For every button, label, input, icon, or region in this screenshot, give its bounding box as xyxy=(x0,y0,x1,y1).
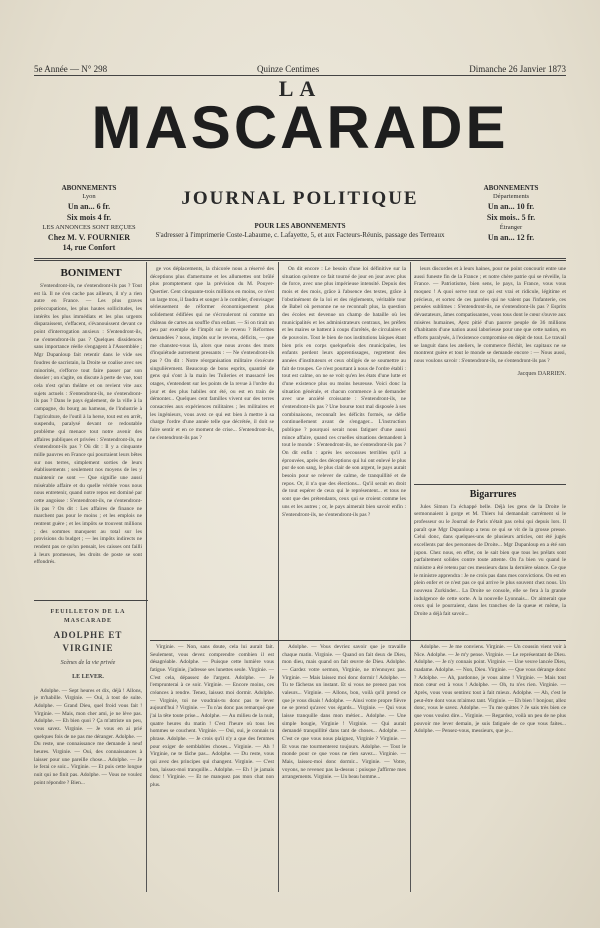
left-box-row2: Six mois 4 fr. xyxy=(66,213,112,222)
right-box-heading: ABONNEMENTS xyxy=(483,184,539,192)
bigarrures-section xyxy=(414,488,566,636)
issue-date: Dimanche 26 Janvier 1873 xyxy=(469,64,566,74)
feuilleton-banner: FEUILLETON DE LA MASCARADE xyxy=(50,609,126,624)
feuilleton-text-1: Adolphe. — Sept heures et dix, déjà ! Allons, je m'habille. Virginie. — Oui, à tout de suite. Adolphe. — Grand Dieu, quel froid vous fait ! Virginie. — Mais, mon cher ami, je ne lève pas. Adolphe. — Eh bien quoi ? Ça m'attriste un peu, vous savez. Virginie. — Je vous en ai prié quelques fois de ne pas me déranger. Adolphe. — Du reste, une connaissance me demande à neuf heures. Virginie. — Oui, des connaissances à laisser pour une pareille chose... Adolphe. — Je le ferai ce soir... Virginie. — Et puis cette longue nuit qui ne finit pas. Adolphe. — Vous ne voulez point répondre ? Bien... xyxy=(34,687,142,786)
issue-number: 5e Année — N° 298 xyxy=(34,64,108,74)
article-boniment xyxy=(34,266,142,592)
left-box-place: Lyon xyxy=(82,193,96,201)
left-box-line5: 14, rue Confort xyxy=(62,243,116,253)
bigarrures-rule xyxy=(414,484,566,485)
masthead-article: LA xyxy=(278,76,322,101)
feuilleton-rule-col1 xyxy=(34,600,148,601)
article-second-text: On dit encore : Le besoin d'une loi définitive sur la situation qu'entre ce fait tourné de jour en jour avec plus de force, avec une plus impérieuse intensité. Depuis des mois et des mois, grâce à l'absence des textes, grâce à l'obstinément de la loi et des règlements, véritable tour de Babel où personne ne se reconnaît plus, la question des écoles est devenue un champ de bataille où les municipalités et les administrateurs centraux, les préfets et les maires se battent à coups d'arrêtés, de circulaires et de pouvoirs. Tout le bien de nos institutions laïques étant bien pris en corps quelquefois des municipales, les enfants perdent leurs apprentissages, regrettent des années d'instituteurs et ceux obligés de se soumettre au fait de troupes. Ce n'est pourtant à nous de l'ordre établi : tout est calme, on ne se voit qu'en les états d'une lutte et d'une existence plus ou moins heureuse. Voici donc la situation générale, et chacun commence à se demander avec une anxiété croissante : S'entendront-ils, ne s'entendront-ils pas ? Une bourse tout mal disposée à ses combinaisons, reconnaît les déficits formés, se défie continuellement avant de s'engager... L'instruction publique ? pourquoi serait nous fatiguer d'une aussi mince affaire, quand ces cruelles situations demandent à tout le monde : S'entendront-ils, ne s'entendront-ils pas ? On dit enfin : après les secousses terribles qu'il a éprouvées, après des déceptions qui lui ont enlevé le plus pur de son sang, le plus clair de son argent, le pays aurait besoin pour se relever de calme, de tranquillité et de repos. Or, il n'a que des élections... Qu'il serait en droit de tout espérer de ceux qui le représentent... et tous ne sont que des prétendants, ceux qui se croient comme les uns et les autres ; or, le pays aimerait bien savoir enfin : S'entendront-ils, ne s'entendront-ils pas ? xyxy=(282,266,406,518)
right-box-row2: Six mois.. 5 fr. xyxy=(486,213,536,222)
article-boniment-text: S'entendront-ils, ne s'entendront-ils pas ? Tout est là. Il ne s'en cache pas ailleurs, il n'y a rien autre en France. — Les plus graves préoccupations, les plus hautes sollicitudes, les intérêts les plus immédiats et les plus urgents disparaissent, s'effacent, s'évanouissent devant ce point d'interrogation anxieux : S'entendront-ils, ne s'entendront-ils pas ? Quelques dissidences sans importance réelle s'engagent à l'Assemblée ; Mgr Dupanloup fait retentir dans le vide ses foudres de sacristain, la Droite se coalise avec ses minorités, s'efforce tout faire passer par son dossier ; on s'agite, on discute à perte de vue, tout cela n'est qu'un théâtre et on revient vite aux sujets actuels : S'entendront-ils, ne s'entendront-ils pas ? Dans le pays également, de la ville à la campagne, du bourg au hameau, de l'industrie à l'agriculture, de l'outil à la herse, tout est en arrêt, suspendu, paralysé devant ce redoutable problème qui menace tout notre avenir des affaires publiques et privées : S'entendront-ils, ne s'entendront-ils pas ? Où dit : Il y a cinquante mille pauvres en France qui pourraient leurs bêtes sur nos terres, simplement sorties de leurs établissements ; seulement nos moyens de les y maintenir ne sont — Que signifie une aussi misérable affaire et du quelle véritée vous nous nous entretenir, quand notre repos est dominé par cette angoisse : S'entendront-ils, ne s'entendront-ils pas ? On dit : Les affaires de finance ne marchent pas pour le moins ; et les emplois ne rentrent guère ; et les impôts se trouvent millions ; des sommes manquent au total sur les provisions du budget ; — les impôts indirects ne rendent pas ce qu'on pensait, les caisses ont failli à leurs promesses, les droits de poste se sont effondrés. xyxy=(34,283,142,566)
issue-price: Quinze Centimes xyxy=(257,64,320,74)
feuilleton-column-3 xyxy=(282,644,406,892)
columns-top-rule-2 xyxy=(34,260,566,261)
article-boniment-continued xyxy=(150,266,274,626)
feuilleton-text-4: Adolphe. — Je me conviens. Virginie. — Un coussin vient voir à Nice. Adolphe. — Je m'y pense. Virginie. — Le représentant de Dieu. Adolphe. — Je n'y connais point. Virginie. — Une veuve lancée Dieu, madame. Adolphe. — Non, Dieu. Virginie. — Que vous dérange donc ? Adolphe. — Ah, pardonne, je vous aime ! Virginie. — Mais tout mon cœur est à vous ! Adolphe. — Oh, tu n'es rien. Virginie. — Après, vous vous sentirez tout à fait mieux. Adolphe. — Ah, c'est le peut-être dont vous m'aimez tant. Virginie. — Eh bien ! bonjour, allez donc, vous le savez. Adolphe. — Tu me quittes ? Je sais très bien ce que vous voulez dire... Virginie. — Regardez, voilà un peu de ne plus pouvoir me lever demain, je suis fatiguée de ce que vous faites... Adolphe. — Pensez-vous, messieurs, que je... xyxy=(414,644,566,735)
notice-line1: POUR LES ABONNEMENTS xyxy=(254,222,346,230)
article-boniment-continued-text: ge vos déplacements, la chicorée nous a réservé des déceptions plus d'amertume et les allumettes ont brûlé plus promptement que la prévision du M. Pouyer-Quertier. Cent cinquante-trois millions en moins, ce n'est un large trou, il faudra et songer à le combler, d'envisager sérieusement de réformer économiquement plus solidement édifiées qui ne s'écrouleront ni comme un château de cartes au souffle d'un enfant. — Si on tirait un peu par exemple de l'impôt sur le revenu ? Réformes demandées ? nous, impôts sur le revenu, déficits, — que me chanstez-vous là, alors que nous avons des mots d'inquiétude autrement pressants : — Ne s'entendront-ils pas ? On dit : Notre réorganisation militaire s'exécute singulièrement. Beaucoup de bons esprits, quantité de gens qui s'ont à la main les Tuileries et massacré les otages, s'entendent sur les points de la revue à l'ordre du jour et des plus habiles ont été, ou est en train de démonter... Quelques cent familles vivent sur des terres consacrées aux expériences militaires ; les militaires et les ingénieurs, vous avez ce qui est bien à mettre à sa charge l'ordre d'une année telle que décrétée, il doit se faire sentir et en ce moment de crise... S'entendront-ils, ne s'entendront-ils pas ? xyxy=(150,266,274,441)
left-box-line3: LES ANNONCES SONT REÇUES xyxy=(42,223,136,231)
feuilleton-section: LE LEVER. xyxy=(72,674,104,681)
bigarrures-title: Bigarrures xyxy=(469,489,517,500)
column-divider-3 xyxy=(410,262,411,892)
subscription-box-right xyxy=(456,184,566,243)
left-box-line4: Chez M. V. FOURNIER xyxy=(47,232,131,242)
article-signature: Jacques DARRIEN. xyxy=(517,370,566,377)
feuilleton-text-2: Virginie. — Non, sans doute, cela lui aurait fait. Seulement, vous devez comprendre combien il est désagréable. Adolphe. — Puisque cette lumière vous fatigue. Virginie, j'adresse ses lunettes seule. Virginie. — C'est cela, dépassez de l'argent. Adolphe. — Je l'emprunterai à ce soir. Virginie. — Encore moins, ces créances à rendre. Tenez, laissez moi dormir. Adolphe. — Virginie, toi ne voudrais-tu donc pas te lever aujourd'hui ? Virginie. — Tu n'as donc pas remarqué que j'ai la tête toute prise... Adolphe. — Au milieu de la nuit, quatre heures du matin ! C'est l'heure où tous les hommes se couchent. Virginie. — Oui, oui, je connais ta phrase. Adolphe. — Je crois qu'il n'y a que des femmes pour exiger de semblables choses... Virginie. — Ah ! Virginie, ne te fâche pas... Adolphe. — Du reste, vous qui avez des principes qui changent. Virginie. — C'est bon, laissez-moi tranquille... Adolphe. — Eh ! je jamais donc ! Virginie. — Et ne manquez pas mon chat non plus. xyxy=(150,644,274,789)
feuilleton-rule xyxy=(150,640,566,641)
masthead-title: MASCARADE xyxy=(91,94,509,161)
article-boniment-title: BONIMENT xyxy=(60,267,122,279)
left-box-row1: Un an... 6 fr. xyxy=(67,202,111,212)
feuilleton-subtitle: Scènes de la vie privée xyxy=(60,659,116,666)
left-box-heading: ABONNEMENTS xyxy=(61,184,117,192)
feuilleton-column-2 xyxy=(150,644,274,892)
masthead-subtitle: JOURNAL POLITIQUE xyxy=(181,188,419,209)
subscription-box-left xyxy=(34,184,144,254)
article-third-text: leurs discordes et à leurs haines, pour ne point concourir entre une aussi funeste fin de la France ; et notre chère patrie qui se réveille, la France. — Patriotisme, bien sens, le pays, la France, vous vous moquez ! A quoi serve tout ce qui est vrai et ridicule, légitime et précieux, et sortez de ces paroles qui ne valent pas l'infanterie, ces pensées sublimes : S'entendront-ils, ne s'entendront-ils pas ? Esprits dévastateurs, âmes compatissantes, vous tous dont le cœur s'ouvre aux misères humaines, Ayez pitié d'un pauvre peuple de 36 millions d'habitants d'une nation aussi laborieuse pour une que cette nation, en efforts paralysés, à l'existence compromise en dépit de tout. Le travail se languit dans les ateliers, le commerce fléchit, les capitaux ne se montrent guère et tout le monde se demande encore : — Nous aussi, nous voulons savoir : S'entendront-ils, ne s'entendront-ils pas ? xyxy=(414,266,566,365)
notice-line2: S'adresser à l'imprimerie Coste-Labaume, c. Lafayette, 5, et aux Facteurs-Réunis, passage des Terreaux xyxy=(155,231,445,240)
article-second xyxy=(282,266,406,626)
bigarrures-text: Jules Simon l'a échappé belle. Déjà les gens de la Droite le sermonnaient à gorge et M. Thiers lui demandait carrément si le professeur ou le Journal de Paris n'était pas celui qui depuis lors. Il paraît que Mgr Dupanloup a tenu ce qui se vit de la grosse presse. Celui donc, dans quelques-uns de plusieurs articles, ont été jugés excellents par des personnes de Droite... Mgr Dupanloup en a été son jupon. Chez nous, en effet, on le sait bien que tous les prélats sont parfaitement solides contre toute attente. On l'a bien vu quand le ministre a été retenu par ces messieurs dans la dernière séance. Ce que le ministre apprendra : Je ne crois pas dans mes convictions. On est en plein enfer et ce n'est pas ce qui arrive le plus souvent chez nous. Un nouveau Zurkinder... La Droite se console, elle se fera à la grande indulgence de cette sorte. A la nouvelle Lyonnais... Or aimerait que ceux qui le pourraient, dans les tranches de la queue et même, la Droite a déjà fait savoir... xyxy=(414,503,566,618)
right-box-place: Départements xyxy=(492,193,530,201)
right-box-row1: Un an... 10 fr. xyxy=(487,202,535,212)
columns-top-rule xyxy=(34,258,566,259)
right-box-place2: Étranger xyxy=(499,223,523,231)
right-box-row3: Un an... 12 fr. xyxy=(487,232,535,242)
feuilleton-text-3: Adolphe. — Vous devriez savoir que je travaille chaque matin. Virginie. — Quand on fait deux de Dieu, mon dieu, mais quand on fait œuvre de Dieu. Adolphe. — Gardez votre sermon, Virginie, ne m'ennuyez pas. Virginie. — Mais laissez moi donc dormir ! Adolphe. — Tu te fâcheras un instant. Et si vous ne prenez pas vos valeurs... Virginie. — Allons, bon, voilà qu'il prend ce que je vous disais ! Adolphe. — Ainsi votre propre fièvre ne se prend qu'avec vos égards... Virginie. — Qui vous laisse tranquille dans mon métier... Adolphe. — Une simple bougie, Virginie ! Virginie. — Qui aurait demandé tranquillité dans tant de choses... Adolphe. — C'est ce que vous nous plaignez, Virginie ? Virginie. — Et vous me tourmenterez toujours. Adolphe. — Tout le monde pour ce que vous ne rien savez... Virginie. — Mais, laissez-moi donc dormir... Virginie. — Votre, voyons, ne revenez pas la-dessus : puisque j'affirme mes arrangements. Virginie. — Un beau homme... xyxy=(282,644,406,781)
column-divider-1 xyxy=(146,262,147,892)
article-third xyxy=(414,266,566,478)
feuilleton-column-1 xyxy=(34,604,142,892)
issue-line xyxy=(34,64,566,74)
subscription-notice xyxy=(150,222,450,240)
column-divider-2 xyxy=(278,262,279,892)
feuilleton-title: ADOLPHE ET VIRGINIE xyxy=(53,630,123,653)
feuilleton-column-4 xyxy=(414,644,566,892)
